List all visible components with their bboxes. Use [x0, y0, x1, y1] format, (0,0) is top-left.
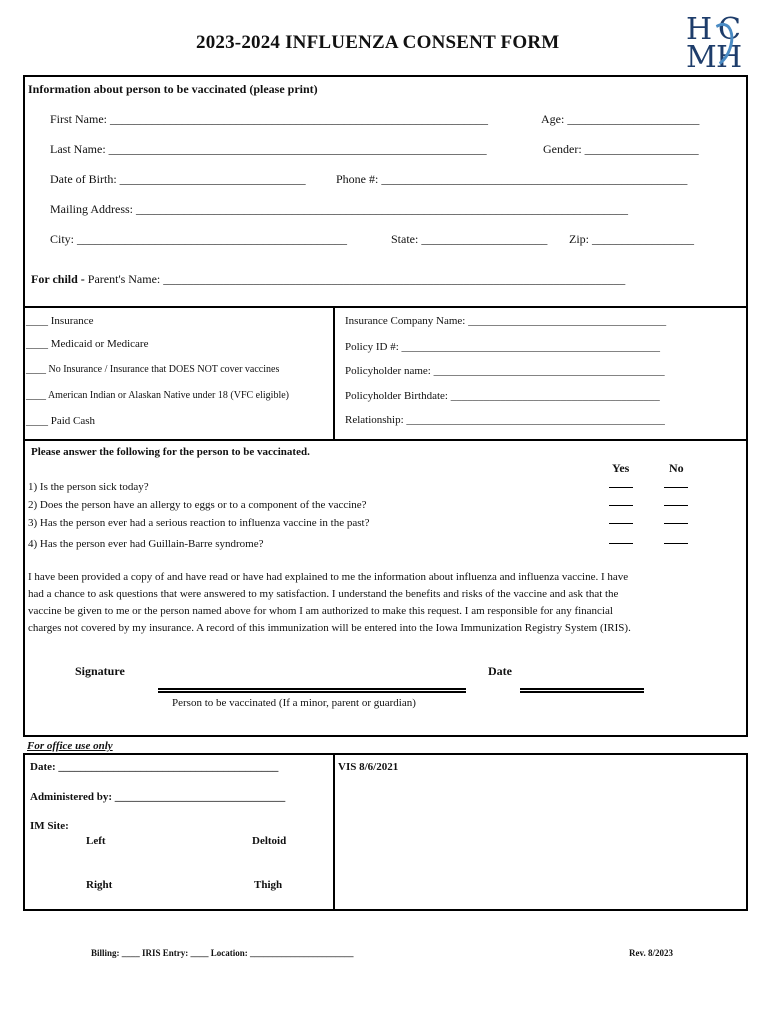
state-field[interactable]: State: _____________________: [391, 232, 548, 246]
parent-name-field[interactable]: Parent's Name: _____________________________________________________________________________: [87, 272, 626, 286]
q3-yes-blank[interactable]: [609, 523, 633, 524]
person-info-heading: Information about person to be vaccinated (please print): [28, 82, 318, 96]
signature-caption: Person to be vaccinated (If a minor, parent or guardian): [172, 697, 416, 709]
phone-field[interactable]: Phone #: ___________________________________________________: [336, 172, 688, 186]
office-date-field[interactable]: Date: ________________________________________: [30, 761, 279, 773]
city-field[interactable]: City: _____________________________________________: [50, 232, 348, 246]
hospital-logo: H C M H: [686, 12, 743, 75]
office-use-heading: For office use only: [27, 740, 113, 752]
dob-field[interactable]: Date of Birth: _______________________________: [50, 172, 306, 186]
consent-line-2: had a chance to ask questions that were answered to my satisfaction. I understand the benefits and risks of the vaccine and ask that the: [28, 588, 619, 600]
mailing-address-field[interactable]: Mailing Address: __________________________________________________________________________________: [50, 202, 628, 216]
signature-date-line[interactable]: [520, 688, 644, 693]
office-use-section: [23, 753, 748, 911]
insurance-divider: [333, 306, 335, 441]
revision-label: Rev. 8/2023: [629, 948, 673, 958]
consent-line-4: charges not covered by my insurance. A record of this immunization will be entered into the Iowa Immunization Registry System (IRIS).: [28, 622, 631, 634]
q3-no-blank[interactable]: [664, 523, 688, 524]
policyholder-birthdate-field[interactable]: Policyholder Birthdate: ______________________________________: [345, 390, 660, 402]
question-1: 1) Is the person sick today?: [28, 481, 149, 493]
question-3: 3) Has the person ever had a serious reaction to influenza vaccine in the past?: [28, 517, 370, 529]
site-left-option[interactable]: Left: [86, 835, 106, 847]
insurance-company-field[interactable]: Insurance Company Name: ____________________________________: [345, 315, 667, 327]
signature-label: Signature: [75, 664, 125, 678]
paid-cash-option[interactable]: ____ Paid Cash: [26, 415, 96, 427]
q4-yes-blank[interactable]: [609, 543, 633, 544]
policy-id-field[interactable]: Policy ID #: _______________________________________________: [345, 341, 661, 353]
question-4: 4) Has the person ever had Guillain-Barre syndrome?: [28, 538, 264, 550]
q1-yes-blank[interactable]: [609, 487, 633, 488]
zip-field[interactable]: Zip: _________________: [569, 232, 694, 246]
office-divider: [333, 753, 335, 911]
yes-column-label: Yes: [612, 461, 630, 475]
administered-by-field[interactable]: Administered by: _______________________________: [30, 791, 286, 803]
parent-name-row: [31, 272, 625, 287]
relationship-field[interactable]: Relationship: _______________________________________________: [345, 414, 665, 426]
first-name-field[interactable]: First Name: _______________________________________________________________: [50, 112, 488, 126]
q2-no-blank[interactable]: [664, 505, 688, 506]
site-thigh-option[interactable]: Thigh: [254, 879, 283, 891]
age-field[interactable]: Age: ______________________: [541, 112, 700, 126]
q2-yes-blank[interactable]: [609, 505, 633, 506]
gender-field[interactable]: Gender: ___________________: [543, 142, 699, 156]
site-deltoid-option[interactable]: Deltoid: [252, 835, 287, 847]
site-right-option[interactable]: Right: [86, 879, 113, 891]
date-label: Date: [488, 664, 512, 678]
signature-line[interactable]: [158, 688, 466, 693]
no-column-label: No: [669, 461, 684, 475]
medicaid-option[interactable]: ____ Medicaid or Medicare: [26, 338, 149, 350]
questions-heading: Please answer the following for the person to be vaccinated.: [31, 446, 310, 458]
no-insurance-option[interactable]: ____ No Insurance / Insurance that DOES NOT cover vaccines: [26, 364, 280, 375]
policyholder-name-field[interactable]: Policyholder name: __________________________________________: [345, 365, 665, 377]
insurance-option[interactable]: ____ Insurance: [26, 315, 94, 327]
vfc-eligible-option[interactable]: ____ American Indian or Alaskan Native under 18 (VFC eligible): [26, 390, 289, 401]
q4-no-blank[interactable]: [664, 543, 688, 544]
page-title: 2023-2024 INFLUENZA CONSENT FORM: [196, 32, 560, 53]
last-name-field[interactable]: Last Name: _______________________________________________________________: [50, 142, 487, 156]
im-site-label: IM Site:: [30, 820, 69, 832]
q1-no-blank[interactable]: [664, 487, 688, 488]
vis-date: VIS 8/6/2021: [338, 761, 399, 773]
billing-footer: Billing: ____ IRIS Entry: ____ Location: _______________________: [91, 948, 354, 958]
for-child-label: For child -: [31, 272, 85, 286]
question-2: 2) Does the person have an allergy to eggs or to a component of the vaccine?: [28, 499, 367, 511]
consent-line-1: I have been provided a copy of and have read or have had explained to me the information about influenza and influenza vaccine. I have: [28, 571, 629, 583]
consent-line-3: vaccine be given to me or the person named above for whom I am authorized to make this request. I am responsible for any financial: [28, 605, 613, 617]
